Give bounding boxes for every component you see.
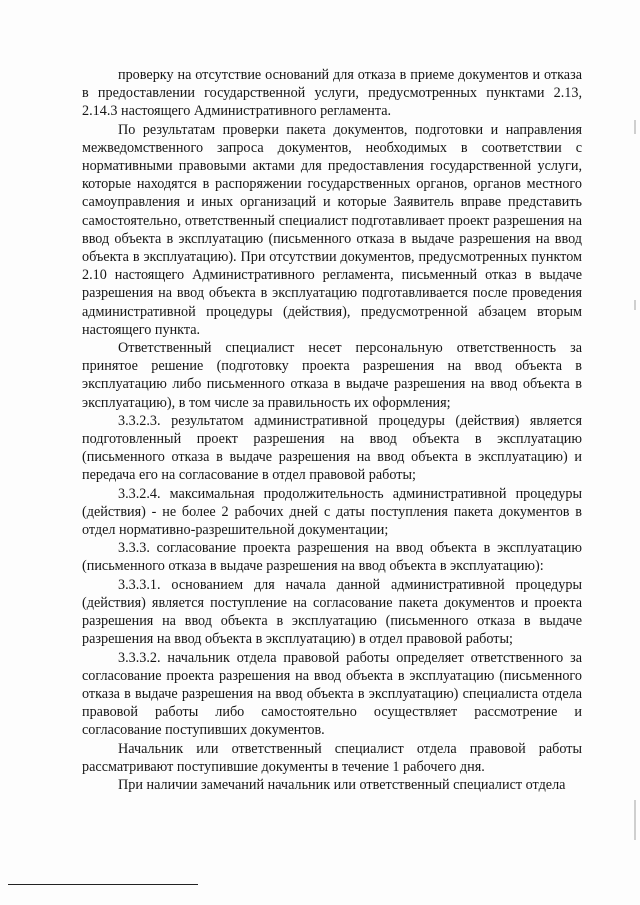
paragraph-5: 3.3.2.4. максимальная продолжительность административной процедуры (действия) - не более 2 рабочих дней с даты поступления пакета документов в отдел нормативно-разрешительной документации; [82,485,582,539]
scan-edge-mark [634,800,636,840]
document-body [82,66,582,794]
paragraph-3: Ответственный специалист несет персональную ответственность за принятое решение (подготовку проекта разрешения на ввод объекта в эксплуатацию либо письменного отказа в выдаче разрешения на ввод объекта в эксплуатацию), в том числе за правильность их оформления; [82,340,582,411]
paragraph-1: проверку на отсутствие оснований для отказа в приеме документов и отказа в предоставлении государственной услуги, предусмотренных пунктами 2.13, 2.14.3 настоящего Административного регламента. [82,67,582,120]
scan-edge-mark [634,300,636,310]
paragraph-4: 3.3.2.3. результатом административной процедуры (действия) является подготовленный проект разрешения на ввод объекта в эксплуатацию (письменного отказа в выдаче разрешения на ввод объекта в эксплуатацию) и передача его на согласование в отдел правовой работы; [82,412,582,484]
paragraph-6: 3.3.3. согласование проекта разрешения на ввод объекта в эксплуатацию (письменного отказа в выдаче разрешения на ввод объекта в эксплуатацию): [82,540,582,575]
paragraph-2: По результатам проверки пакета документов, подготовки и направления межведомственного запроса документов, необходимых в соответствии с нормативными правовыми актами для предоставления государственной услуги, которые находятся в распоряжении государственных органов, органов местного самоуправления и иных организаций и которые Заявитель вправе представить самостоятельно, ответственный специалист подготавливает проект разрешения на ввод объекта в эксплуатацию (письменного отказа в выдаче разрешения на ввод объекта в эксплуатацию). При отсутствии документов, предусмотренных пунктом 2.10 настоящего Административного регламента, письменный отказ в выдаче разрешения на ввод объекта в эксплуатацию подготавливается после проведения административной процедуры (действия), предусмотренной абзацем вторым настоящего пункта. [82,121,582,338]
paragraph-8: 3.3.3.2. начальник отдела правовой работы определяет ответственного за согласование проекта разрешения на ввод объекта в эксплуатацию (письменного отказа в выдаче разрешения на ввод объекта в эксплуатацию) специалиста отдела правовой работы либо самостоятельно осуществляет рассмотрение и согласование поступивших документов. [82,649,582,739]
footer-divider [8,884,198,885]
scan-edge-mark [634,120,636,134]
paragraph-10: При наличии замечаний начальник или ответственный специалист отдела [118,776,566,793]
paragraph-7: 3.3.3.1. основанием для начала данной административной процедуры (действия) является поступление на согласование пакета документов и проекта разрешения на ввод объекта в эксплуатацию (письменного отказа в выдаче разрешения на ввод объекта в эксплуатацию) в отдел правовой работы; [82,576,582,648]
paragraph-9: Начальник или ответственный специалист отдела правовой работы рассматривают поступившие документы в течение 1 рабочего дня. [82,740,582,775]
